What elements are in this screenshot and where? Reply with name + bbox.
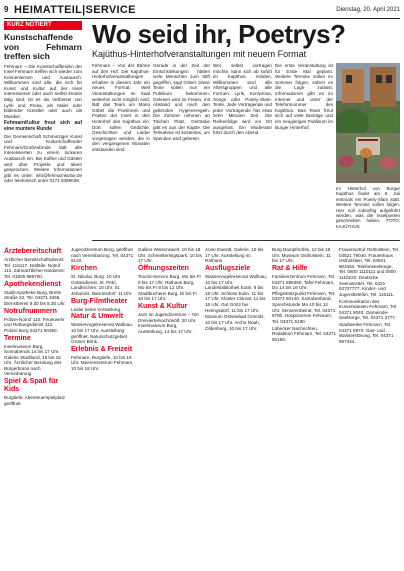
- listing-text: Burgtiefe: Abenteuerspielplatz geöffnet.: [4, 395, 66, 406]
- listing-text: St. Nikolai, Burg: 10 Uhr Gottesdienst. St. Petri, Landkirchen: 10 Uhr. St. Johannis, Bannesdorf: 11 Uhr.: [71, 273, 133, 296]
- listing-heading: Natur & Umwelt: [71, 313, 124, 321]
- article-text-4: Die erste Veranstaltung ist für Ende Mai geplant. Weitere Termine sollen im Sommer folgen, sofern es die Lage zulässt. Informationen gibt es im Internet und unter der Telefonnummer des Kajüthus. Das Team freut sich auf viele Beiträge und ein neugieriges Publikum im Burger Hinterhof.: [275, 63, 333, 130]
- listing-text: Tourist-Service Burg, Mo bis Fr 9 bis 17 Uhr. Rathaus Burg, Mo bis Fr 8 bis 12 Uhr. Stadtbücherei Burg, Di bis Fr 10 bis 17 Uhr.: [138, 273, 202, 302]
- listing-text: Kommunikation des Kurvenwiesen-Fehmarn, Tel. 04371 9040. Gemeinde-Seelsorge, Tel. 04371 2777.: [339, 298, 398, 321]
- section-title: HEIMATTEIL|SERVICE: [14, 4, 136, 16]
- listings-col-6: [339, 247, 400, 567]
- listing-heading: Öffnungszeiten: [138, 264, 189, 272]
- listings-divider: [92, 240, 400, 241]
- listings-col-1: [4, 247, 68, 567]
- article-column-4: [275, 63, 333, 238]
- listing-text: Museum Ostseebad Grömitz, 10 bis 17 Uhr. Arche Noah, Oldenburg, 10 bis 17 Uhr.: [205, 314, 265, 331]
- listing-heading: Kunst & Kultur: [138, 303, 188, 311]
- article-headline: Wo seid ihr, Poetrys?: [92, 19, 346, 49]
- article-subheadline: Kajüthus-Hinterhofveranstaltungen mit neuem Format: [92, 49, 307, 59]
- listing-text: Stadtwerke Fehmarn, Tel. 04371 8970. Gas- und Wasserstörung, Tel. 04371 897444.: [339, 322, 394, 344]
- listing-heading: Ausflugsziele: [205, 264, 251, 272]
- listing-text: Stadt-Apotheke Burg, Breite Straße 22, Tel. 04371 3456. Dienstbereit 8.30 bis 8.30 Uhr.: [4, 289, 66, 306]
- article-text-2: Gerade in der Zeit der Einschränkungen hätten viele Menschen zum Stift gegriffen, sagt Göbel. Diese Texte sollen nun ein Publikum bekommen. Gelesen wird im Freien, mit Abstand und nach den geltenden Hygieneregeln. Die Zuhörer nehmen an Tischen Platz, Getränke gibt es aus der Kajüte. Die Teilnahme ist kostenlos, um Spenden wird gebeten.: [153, 63, 210, 141]
- listing-text: Lübecker Nachrichten, Redaktion Fehmarn, Tel. 04371 50150.: [272, 325, 336, 342]
- notice-title: Kunstschaffende von Fehmarn treffen sich: [4, 33, 82, 61]
- listing-heading: Notrufnummern: [4, 307, 57, 315]
- courtyard-photo: [336, 63, 400, 183]
- listing-text: Fehmare, Burgtiefe, 10 bis 18 Uhr. Meereszentrum Fehmarn, 10 bis 18 Uhr.: [71, 354, 134, 372]
- listing-heading: Spiel & Spaß für Kids: [4, 378, 59, 394]
- listing-text: Galileo Wissenswelt, 10 bis 18 Uhr. Schmetterlingspark, 10 bis 17 Uhr.: [138, 247, 202, 264]
- listing-heading: Rat & Hilfe: [272, 264, 308, 272]
- article-text-1: Fehmarn – Von der Bühne auf den Hof. Die Kajüthus-Hinterhofveranstaltungen erhalten in diesem Jahr ein neues Format: Weil Veranstaltungen im Saal weiterhin nicht möglich sind, lädt das Team um Mario Göbel die Poetinnen und Poeten der Insel in den Hinterhof des Kajüthus ein. Dort sollen Gedichte, Geschichten und Lieder vorgetragen werden, die in den vergangenen Monaten entstanden sind.: [92, 63, 150, 152]
- kurz-notiert-label: KURZ NOTIERT: [4, 21, 82, 30]
- listing-heading: Termine: [4, 334, 31, 342]
- listings-col-2: [71, 247, 135, 567]
- photo-caption: [336, 186, 400, 229]
- listing-text: Frauennotruf Ostholstein, Tel. 04521 79040. Frauenhaus Ostholstein, Tel. 04521 804453. Telefonseelsorge, Tel. 0800 1110111 und 0800 1110222. Deutsche Seenotretter, Tel. 0421 53707777. Kinder- und Jugendtelefon, Tel. 116111.: [339, 247, 400, 297]
- notice-second-body: Die Gemeinschaft Schmutziger Kunst und Kulturschaffender Fehmarn/Großenbrode lädt alle Interessierten zu einem lockeren Austausch ein. Bei Kaffee und Gästen wird über Projekte und Ideen gesprochen. Weitere Informationen gibt es unter: info@fehmarnkultur.de oder telefonisch unter 0171 9399038.: [4, 133, 82, 184]
- listings-col-5: [272, 247, 336, 567]
- listings-col-3: [138, 247, 202, 567]
- listing-text: Inselmuseum Burg, Sonnabends 14 bis 17 Uhr. Galerie Stadtland, 15 bis 18 Uhr. Ärztlicher Beratung des Bürgerbüros nach Vereinbarung.: [4, 343, 62, 377]
- notice-body: Fehmarn – Die Kunstschaffenden der Insel Fehmarn treffen sich wieder zum Kennenlernen und Austausch. Willkommen sind alle, die sich für Kunst und Kultur auf der Insel interessieren oder auch selbst kreativ tätig sind, ist es als Verfasser von Lyrik und Prosa, als Maler oder bildender Künstler oder auch als Musiker.: [4, 63, 82, 119]
- page-number: 9: [4, 5, 9, 14]
- article-text-3: Wer selbst vortragen möchte, kann sich ab sofort im Kajüthus melden. Willkommen sind alle Altersgruppen und alle Formen: Lyrik, Kurzprosa, Songs oder Poetry-Slam-Texte. Jede Vortragende und jeder Vortragende hat etwa zehn Minuten Zeit. Die Reihenfolge wird vor Ort ausgelost. Ein Moderator führt durch den Abend.: [213, 63, 272, 136]
- listing-text: Jugendzentrum Burg, geöffnet nach Vereinbarung, Tel. 04371 9120.: [71, 247, 134, 264]
- listing-heading: Ärztebereitschaft: [4, 248, 62, 255]
- article-column-2: [153, 63, 210, 238]
- listing-text: Wasservogelreservat Wallnau, 10 bis 17 Uhr. Landesbibliothek Eutin, 9 bis 18 Uhr. Schloss Eutin, 11 bis 17 Uhr. Kloster Cismar, 11 bis 18 Uhr. Gut Görtz bei Heringsdorf, 11 bis 17 Uhr.: [205, 273, 267, 313]
- listing-text: Familienzentrum Fehmarn, Tel. 04371 888350. Tafel Fehmarn, Do 14 bis 16 Uhr. Pflegestützpunkt Fehmarn, Tel. 04371 50140. Sozialverband, Sprechstunde Mo 10 bis 12 Uhr. Seniorenbeirat, Tel. 04371 6780. Hospizverein Fehmarn, Tel. 04371 5190.: [272, 273, 336, 324]
- left-notice-column: [4, 33, 82, 185]
- listing-heading: Kirchen: [71, 264, 98, 272]
- notice-second-title: FehmarnKultur freut sich auf eine muntere Runde: [4, 119, 82, 132]
- listing-text: Wasservogelreservat Wallnau, 10 bis 17 Uhr, Ausstellung geöffnet. Naturschutzgebiet Grüner Brink.: [71, 322, 133, 345]
- photo-credit: FOTO: KAJÜTHUS: [336, 218, 400, 229]
- listing-heading: Apothekendienst: [4, 280, 61, 288]
- listing-heading: Burg-Filmtheater: [71, 297, 128, 305]
- article-column-3: [213, 63, 272, 238]
- issue-date: Dienstag, 20. April 2021: [336, 7, 400, 13]
- listing-text: Burg Dampfmühle, 12 bis 18 Uhr. Museum Ostholstein, 11 bis 17 Uhr.: [272, 247, 331, 264]
- article-column-1: [92, 63, 150, 238]
- photo-caption-text: Im Hinterhof von Burger Kajüthus findet am 5. Juli erstmals ein Poetry-Slam statt. Weitere Termine sollen folgen. Hier soll zukünftig aufgeführt werden, was die Inselpoeten geschrieben haben.: [336, 186, 400, 224]
- listing-text: Ärztlicher Bereitschaftsdienst: Tel. 116117. Notfälle: Notruf 112. Zahnärztlicher Notdienst: Tel. 01805 986700.: [4, 257, 65, 279]
- listing-heading: Erlebnis & Freizeit: [71, 345, 133, 353]
- listing-text: Jazz im Jugendzentrum – Ton Dreiviertelnachzwölf, 20 Uhr. Inselmuseum Burg, Ausstellung, 14 bis 17 Uhr.: [138, 312, 199, 334]
- listings-col-4: [205, 247, 269, 567]
- listing-text: Leider keine Vorstellung.: [71, 306, 122, 312]
- page-header: [4, 4, 400, 19]
- listing-text: Polizei-Notruf 110. Feuerwehr und Rettungsdienst 112. Polizei Burg 04371 50380.: [4, 316, 65, 333]
- listing-text: Anne Ewerdt, Galerie, 10 bis 17 Uhr. Ausstellung im Rathaus.: [205, 247, 264, 264]
